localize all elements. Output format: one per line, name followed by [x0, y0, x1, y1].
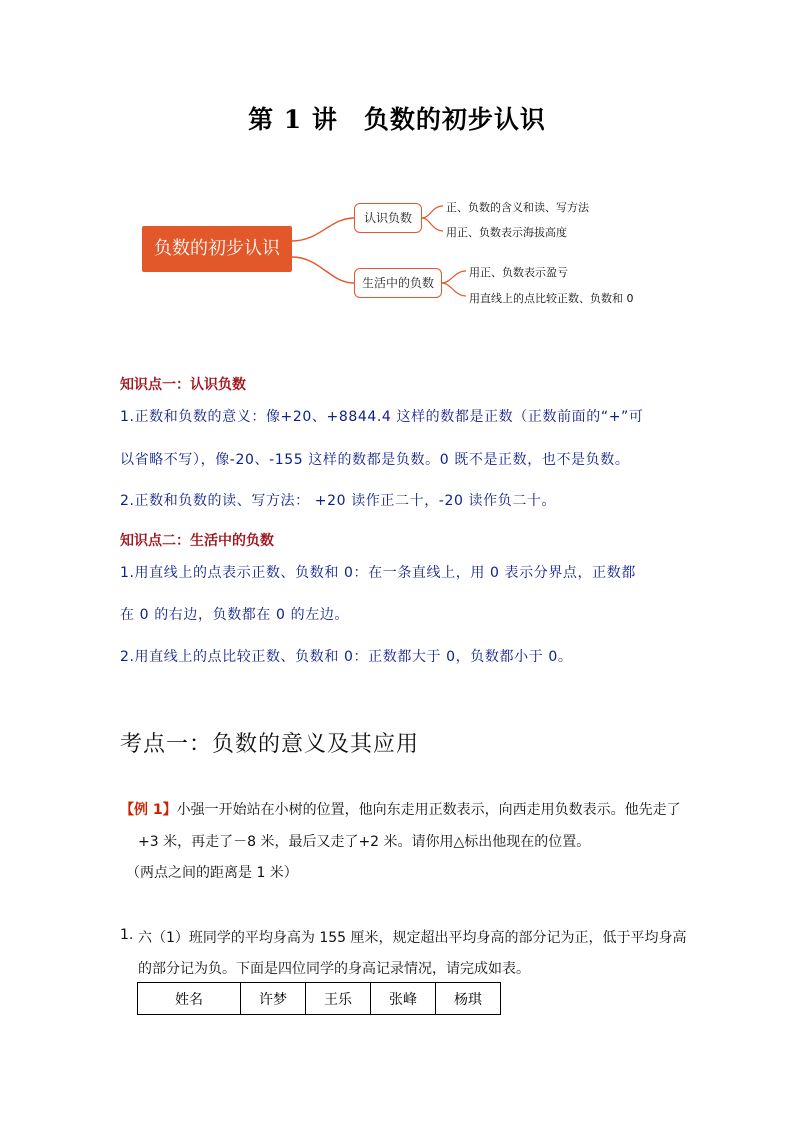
example-line: 小强一开始站在小树的位置，他向东走用正数表示，向西走用负数表示。他先走了 [176, 802, 681, 818]
mindmap-leaf: 用直线上的点比较正数、负数和 0 [469, 292, 634, 305]
page-title: 第 1 讲 负数的初步认识 [248, 105, 546, 134]
knowledge-line: 2.用直线上的点比较正数、负数和 0：正数都大于 0，负数都小于 0。 [120, 649, 573, 665]
mindmap-root: 负数的初步认识 [142, 226, 292, 272]
table-header-cell: 张峰 [371, 983, 436, 1015]
knowledge-line: 以省略不写），像-20、-155 这样的数都是负数。0 既不是正数，也不是负数。 [120, 452, 630, 468]
section-heading: 考点一：负数的意义及其应用 [120, 732, 420, 757]
question-line: 的部分记为负。下面是四位同学的身高记录情况，请完成如表。 [138, 961, 530, 977]
table-header-cell: 姓名 [138, 983, 241, 1015]
knowledge-line: 1.正数和负数的意义：像+20、+8844.4 这样的数都是正数（正数前面的“+”可 [120, 409, 644, 425]
mindmap-leaf: 用正、负数表示盈亏 [469, 266, 568, 279]
height-table [137, 982, 501, 1015]
example-line: +3 米，再走了－8 米，最后又走了+2 米。请你用△标出他现在的位置。 [138, 834, 591, 850]
mindmap-node-life: 生活中的负数 [354, 268, 442, 298]
example-label: 【例 1】 [120, 802, 177, 818]
example-note: （两点之间的距离是 1 米） [126, 865, 298, 881]
question-line: 六（1）班同学的平均身高为 155 厘米，规定超出平均身高的部分记为正，低于平均身高 [138, 930, 687, 946]
knowledge-line: 2.正数和负数的读、写方法： +20 读作正二十，-20 读作负二十。 [120, 493, 557, 509]
question-number: 1. [120, 927, 134, 943]
knowledge-line: 在 0 的右边，负数都在 0 的左边。 [120, 607, 350, 623]
knowledge-heading-1: 知识点一：认识负数 [120, 377, 246, 393]
table-row [138, 983, 501, 1015]
knowledge-heading-2: 知识点二：生活中的负数 [120, 533, 274, 549]
table-header-cell: 王乐 [306, 983, 371, 1015]
mindmap [0, 0, 794, 320]
table-header-cell: 杨琪 [436, 983, 501, 1015]
mindmap-leaf: 正、负数的含义和读、写方法 [446, 201, 589, 214]
mindmap-leaf: 用正、负数表示海拔高度 [446, 226, 567, 239]
knowledge-line: 1.用直线上的点表示正数、负数和 0：在一条直线上，用 0 表示分界点，正数都 [120, 565, 636, 581]
mindmap-node-recognize: 认识负数 [354, 203, 422, 233]
table-header-cell: 许梦 [241, 983, 306, 1015]
example-1 [120, 799, 681, 819]
